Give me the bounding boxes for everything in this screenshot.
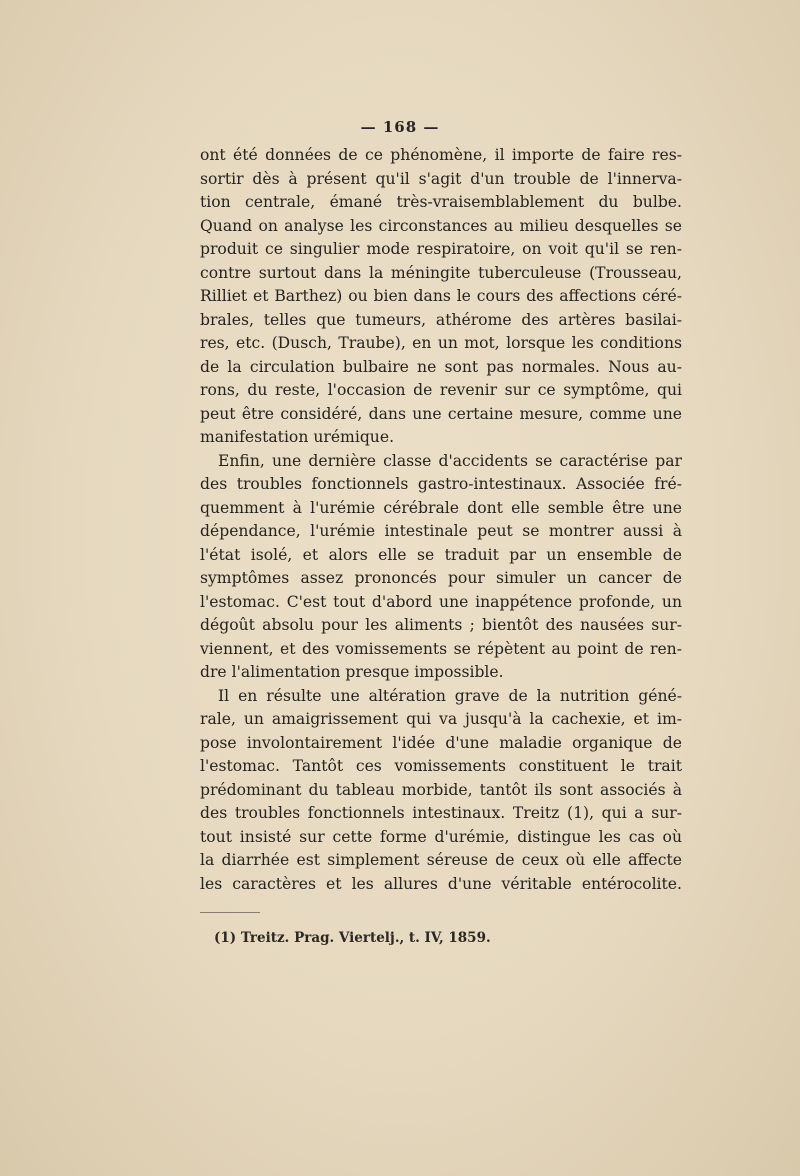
text-line: manifestation urémique.	[200, 428, 395, 446]
paragraph-2	[200, 450, 682, 685]
text-line: ont été données de ce phénomène, il importe de faire res-	[200, 146, 682, 164]
text-line: res, etc. (Dusch, Traube), en un mot, lorsque les conditions	[200, 334, 682, 352]
text-line: dépendance, l'urémie intestinale peut se montrer aussi à	[200, 522, 682, 540]
text-line: dre l'alimentation presque impossible.	[200, 663, 504, 681]
text-line: pose involontairement l'idée d'une maladie organique de	[200, 733, 682, 752]
text-line: produit ce singulier mode respiratoire, on voit qu'il se ren-	[200, 240, 682, 258]
text-line: Rilliet et Barthez) ou bien dans le cours des affections céré-	[200, 287, 682, 305]
text-line: rons, du reste, l'occasion de revenir sur ce symptôme, qui	[200, 381, 682, 399]
text-line: de la circulation bulbaire ne sont pas normales. Nous au-	[200, 357, 682, 376]
text-line: tion centrale, émané très-vraisemblablement du bulbe.	[200, 193, 682, 211]
text-line: rale, un amaigrissement qui va jusqu'à la cachexie, et im-	[200, 710, 682, 728]
text-line: la diarrhée est simplement séreuse de ceux où elle affecte	[200, 851, 682, 869]
text-line: quemment à l'urémie cérébrale dont elle semble être une	[200, 498, 682, 517]
text-line: l'estomac. C'est tout d'abord une inappétence profonde, un	[200, 592, 682, 611]
footnote: (1) Treitz. Prag. Viertelj., t. IV, 1859.	[214, 930, 491, 946]
text-line: l'estomac. Tantôt ces vomissements constituent le trait	[200, 757, 682, 775]
text-line: symptômes assez prononcés pour simuler un cancer de	[200, 569, 682, 587]
text-line: l'état isolé, et alors elle se traduit par un ensemble de	[200, 545, 682, 564]
body-text	[200, 144, 682, 896]
paragraph-1	[200, 144, 682, 450]
text-line: viennent, et des vomissements se répètent au point de ren-	[200, 639, 682, 658]
text-line: Enfin, une dernière classe d'accidents se caractérise par	[218, 451, 682, 470]
text-line: des troubles fonctionnels gastro-intestinaux. Associée fré-	[200, 475, 682, 493]
text-line: prédominant du tableau morbide, tantôt ils sont associés à	[200, 780, 682, 799]
text-line: les caractères et les allures d'une véritable entérocolite.	[200, 874, 682, 893]
paragraph-3	[200, 685, 682, 897]
text-line: dégoût absolu pour les aliments ; bientôt des nausées sur-	[200, 616, 682, 634]
text-line: Il en résulte une altération grave de la nutrition géné-	[218, 686, 682, 705]
text-line: sortir dès à présent qu'il s'agit d'un trouble de l'innerva-	[200, 169, 682, 188]
text-line: peut être considéré, dans une certaine mesure, comme une	[200, 404, 682, 423]
footnote-divider	[200, 912, 260, 913]
text-line: brales, telles que tumeurs, athérome des artères basilai-	[200, 310, 682, 329]
text-line: tout insisté sur cette forme d'urémie, distingue les cas où	[200, 827, 682, 846]
text-line: Quand on analyse les circonstances au milieu desquelles se	[200, 216, 682, 235]
page-number: — 168 —	[360, 118, 440, 136]
text-line: contre surtout dans la méningite tuberculeuse (Trousseau,	[200, 263, 682, 282]
text-line: des troubles fonctionnels intestinaux. Treitz (1), qui a sur-	[200, 804, 682, 822]
